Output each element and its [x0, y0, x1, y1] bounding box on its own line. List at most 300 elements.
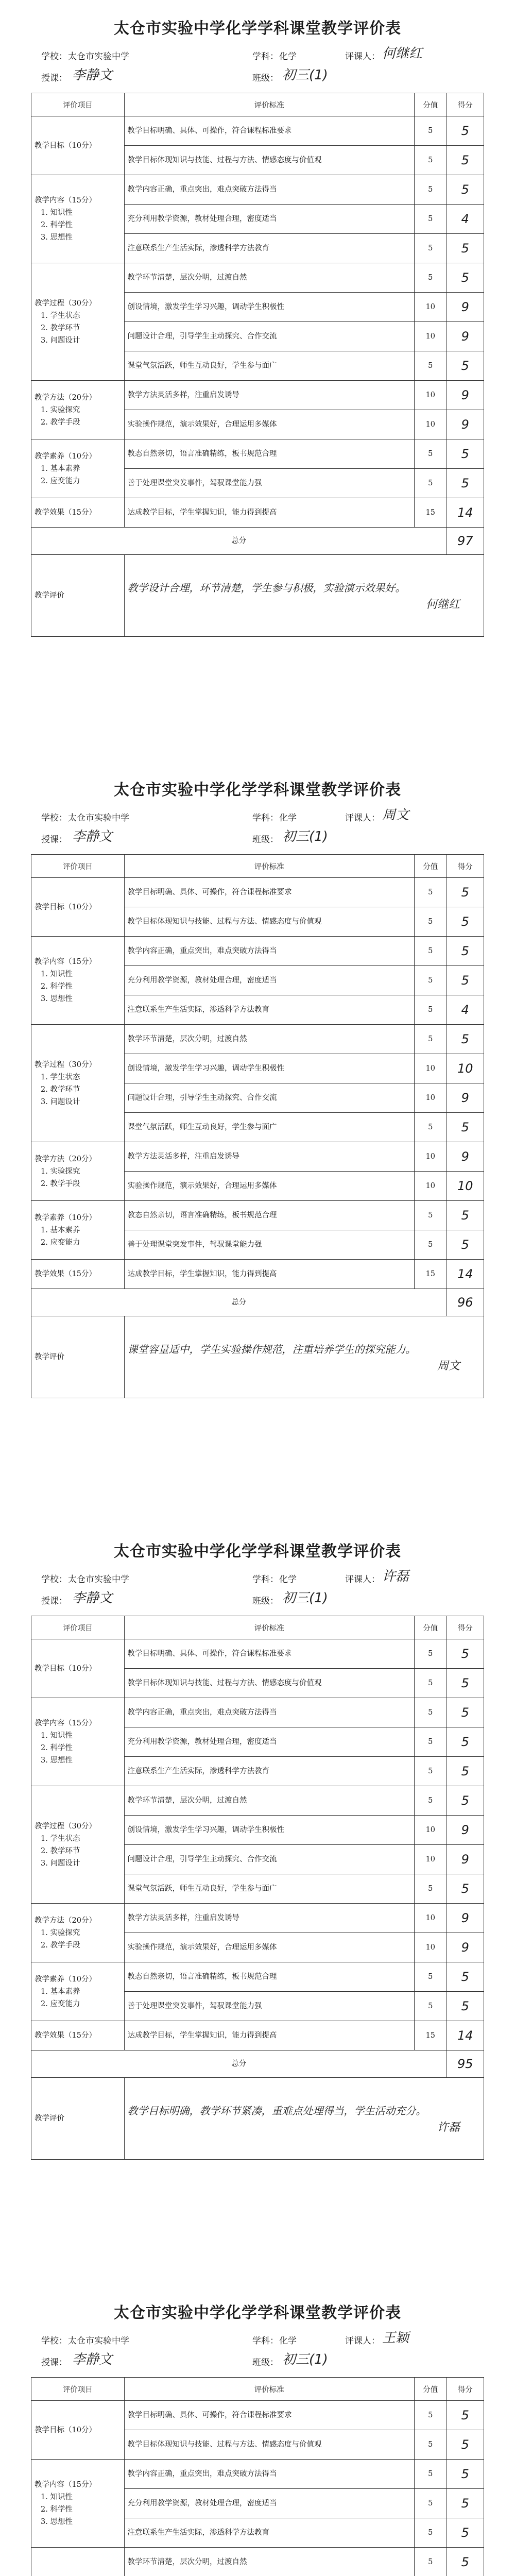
category-label: 教学方法（20分）	[35, 1155, 96, 1163]
criterion-score: 9	[447, 322, 484, 351]
criterion-full-score: 10	[415, 1933, 447, 1962]
criterion-standard: 注意联系生产生活实际，渗透科学方法教育	[124, 1757, 415, 1786]
category-sub-item: 2. 应变能力	[41, 1238, 80, 1247]
criterion-standard: 充分利用教学资源，教材处理合理，密度适当	[124, 2489, 415, 2518]
criterion-category	[31, 116, 125, 175]
class-label: 班级：	[252, 835, 279, 845]
category-label: 教学方法（20分）	[35, 1916, 96, 1925]
subject-value: 化学	[279, 813, 297, 823]
criterion-score: 4	[447, 205, 484, 234]
comment-cell	[124, 555, 484, 637]
table-row	[31, 1962, 484, 1992]
criterion-standard: 善于处理课堂突发事件，驾驭课堂能力强	[124, 1230, 415, 1260]
table-row	[31, 175, 484, 205]
criterion-full-score: 5	[415, 937, 447, 966]
criterion-score: 5	[447, 439, 484, 469]
category-label: 教学目标（10分）	[35, 1664, 96, 1673]
criterion-standard: 教学方法灵活多样，注重启发诱导	[124, 1142, 415, 1172]
criterion-score: 5	[447, 351, 484, 381]
criterion-category	[31, 878, 125, 937]
criterion-score: 5	[447, 2518, 484, 2548]
total-score: 97	[447, 528, 484, 555]
criterion-full-score: 5	[415, 205, 447, 234]
category-sub-item: 2. 科学性	[41, 2505, 73, 2514]
criterion-full-score: 15	[415, 2021, 447, 2050]
criterion-full-score: 5	[415, 1698, 447, 1727]
criterion-score: 5	[447, 146, 484, 175]
criterion-score: 5	[447, 1113, 484, 1142]
comment-text: 教学设计合理，环节清楚，学生参与积极，实验演示效果好。	[127, 581, 406, 594]
category-sub-item: 3. 问题设计	[41, 336, 80, 345]
criterion-score: 9	[447, 1083, 484, 1113]
criterion-score: 5	[447, 234, 484, 263]
school-label: 学校：	[41, 1574, 67, 1585]
class-label: 班级：	[252, 1596, 279, 1606]
comment-label: 教学评价	[31, 2078, 125, 2160]
total-row	[31, 528, 484, 555]
criterion-category	[31, 937, 125, 1025]
category-label: 教学素养（10分）	[35, 1975, 96, 1984]
criterion-standard: 教态自然亲切，语言准确精练，板书规范合理	[124, 1962, 415, 1992]
category-sub-item: 3. 思想性	[41, 233, 73, 242]
criterion-standard: 教学目标明确、具体、可操作，符合课程标准要求	[124, 1639, 415, 1669]
subject-label: 学科：	[252, 52, 279, 62]
category-label: 教学内容（15分）	[35, 196, 96, 205]
criterion-category	[31, 381, 125, 439]
criterion-full-score: 5	[415, 1113, 447, 1142]
criterion-standard: 教学环节清楚，层次分明，过渡自然	[124, 263, 415, 293]
criterion-category	[31, 1201, 125, 1260]
criterion-standard: 善于处理课堂突发事件，驾驭课堂能力强	[124, 469, 415, 498]
form-title: 太仓市实验中学化学学科课堂教学评价表	[114, 781, 401, 799]
criterion-full-score: 5	[415, 878, 447, 907]
criterion-standard: 充分利用教学资源，教材处理合理，密度适当	[124, 1727, 415, 1757]
category-sub-item: 2. 教学手段	[41, 418, 80, 427]
criterion-full-score: 5	[415, 907, 447, 937]
criterion-score: 5	[447, 2401, 484, 2430]
evaluator-signature: 王颖	[382, 2330, 409, 2346]
school-value: 太仓市实验中学	[68, 813, 129, 823]
category-label: 教学素养（10分）	[35, 452, 96, 461]
column-header: 评价项目	[31, 93, 125, 116]
criterion-full-score: 10	[415, 293, 447, 322]
column-header: 评价项目	[31, 2378, 125, 2401]
criterion-full-score: 5	[415, 146, 447, 175]
criterion-score: 9	[447, 1142, 484, 1172]
evaluation-sheet	[0, 0, 515, 761]
criterion-standard: 教态自然亲切，语言准确精练，板书规范合理	[124, 439, 415, 469]
comment-row	[31, 2078, 484, 2160]
criterion-full-score: 10	[415, 1142, 447, 1172]
category-sub-item: 3. 问题设计	[41, 1097, 80, 1106]
criterion-full-score: 5	[415, 2401, 447, 2430]
column-header: 评价标准	[124, 2378, 415, 2401]
criterion-score: 9	[447, 293, 484, 322]
column-header: 评价标准	[124, 93, 415, 116]
criterion-category	[31, 175, 125, 263]
criterion-score: 5	[447, 2460, 484, 2489]
comment-text: 课堂容量适中，学生实验操作规范，注重培养学生的探究能力。	[127, 1343, 416, 1355]
criterion-score: 9	[447, 1816, 484, 1845]
criterion-full-score: 5	[415, 2430, 447, 2460]
school-label: 学校：	[41, 813, 67, 823]
total-score: 96	[447, 1289, 484, 1316]
criterion-score: 5	[447, 1727, 484, 1757]
criterion-score: 5	[447, 116, 484, 146]
criterion-full-score: 5	[415, 966, 447, 995]
total-row	[31, 2050, 484, 2078]
school-label: 学校：	[41, 2336, 67, 2346]
criterion-score: 10	[447, 1054, 484, 1083]
criterion-score: 5	[447, 469, 484, 498]
category-sub-item: 2. 教学手段	[41, 1179, 80, 1188]
comment-label: 教学评价	[31, 555, 125, 637]
criterion-score: 9	[447, 1904, 484, 1933]
criterion-full-score: 5	[415, 439, 447, 469]
column-header: 分值	[415, 855, 447, 878]
subject-value: 化学	[279, 52, 297, 62]
teacher-value: 李静文	[72, 1590, 113, 1606]
criterion-standard: 注意联系生产生活实际，渗透科学方法教育	[124, 234, 415, 263]
total-label: 总分	[31, 2050, 447, 2078]
class-value: 初三(1)	[282, 67, 328, 83]
criterion-standard: 教学内容正确，重点突出，难点突破方法得当	[124, 175, 415, 205]
teacher-value: 李静文	[72, 2352, 113, 2367]
comment-signature: 许磊	[437, 2121, 460, 2134]
criterion-standard: 教学目标明确、具体、可操作，符合课程标准要求	[124, 2401, 415, 2430]
category-sub-item: 1. 学生状态	[41, 311, 80, 320]
comment-label: 教学评价	[31, 1316, 125, 1398]
criterion-standard: 教学环节清楚，层次分明，过渡自然	[124, 1786, 415, 1816]
criterion-score: 5	[447, 1230, 484, 1260]
criterion-score: 5	[447, 1639, 484, 1669]
column-header: 得分	[447, 1616, 484, 1639]
criterion-score: 4	[447, 995, 484, 1025]
evaluation-sheet	[0, 761, 515, 1523]
criterion-standard: 充分利用教学资源，教材处理合理，密度适当	[124, 966, 415, 995]
criterion-full-score: 10	[415, 1845, 447, 1874]
category-label: 教学内容（15分）	[35, 2481, 96, 2489]
criterion-standard: 教学方法灵活多样，注重启发诱导	[124, 1904, 415, 1933]
criterion-full-score: 5	[415, 1786, 447, 1816]
criterion-score: 9	[447, 1845, 484, 1874]
criterion-full-score: 5	[415, 1874, 447, 1904]
comment-row	[31, 1316, 484, 1398]
category-sub-item: 2. 教学环节	[41, 324, 80, 332]
form-title: 太仓市实验中学化学学科课堂教学评价表	[114, 20, 401, 38]
criterion-score: 9	[447, 381, 484, 410]
table-row	[31, 381, 484, 410]
category-sub-item: 2. 教学手段	[41, 1941, 80, 1950]
comment-cell	[124, 2078, 484, 2160]
category-sub-item: 2. 应变能力	[41, 477, 80, 485]
criterion-category	[31, 1786, 125, 1904]
criterion-score: 5	[447, 175, 484, 205]
category-sub-item: 1. 基本素养	[41, 1987, 80, 1996]
category-sub-item: 1. 实验探究	[41, 1928, 80, 1937]
teacher-label: 授课：	[41, 2358, 67, 2368]
subject-label: 学科：	[252, 813, 279, 823]
table-header-row	[31, 1616, 484, 1639]
criterion-standard: 教学环节清楚，层次分明，过渡自然	[124, 1025, 415, 1054]
criterion-full-score: 5	[415, 351, 447, 381]
table-row	[31, 1639, 484, 1669]
criterion-standard: 问题设计合理，引导学生主动探究、合作交流	[124, 1845, 415, 1874]
category-sub-item: 1. 实验探究	[41, 405, 80, 414]
criterion-score: 5	[447, 966, 484, 995]
table-row	[31, 1260, 484, 1289]
criterion-standard: 教学方法灵活多样，注重启发诱导	[124, 381, 415, 410]
criterion-full-score: 5	[415, 2518, 447, 2548]
column-header: 评价标准	[124, 855, 415, 878]
form-meta	[36, 46, 500, 90]
category-sub-item: 1. 基本素养	[41, 1226, 80, 1234]
table-row	[31, 263, 484, 293]
table-row	[31, 1786, 484, 1816]
subject-label: 学科：	[252, 2336, 279, 2346]
class-label: 班级：	[252, 73, 279, 83]
school-value: 太仓市实验中学	[68, 2336, 129, 2346]
criterion-full-score: 5	[415, 469, 447, 498]
criterion-score: 5	[447, 878, 484, 907]
criterion-standard: 注意联系生产生活实际，渗透科学方法教育	[124, 2518, 415, 2548]
criterion-category	[31, 263, 125, 381]
criterion-score: 14	[447, 2021, 484, 2050]
category-sub-item: 2. 教学环节	[41, 1846, 80, 1855]
category-label: 教学方法（20分）	[35, 393, 96, 402]
column-header: 得分	[447, 855, 484, 878]
criterion-standard: 问题设计合理，引导学生主动探究、合作交流	[124, 1083, 415, 1113]
category-label: 教学过程（30分）	[35, 1822, 96, 1831]
total-row	[31, 1289, 484, 1316]
criterion-standard: 创设情境，激发学生学习兴趣，调动学生积极性	[124, 1054, 415, 1083]
category-label: 教学内容（15分）	[35, 958, 96, 966]
evaluation-table	[31, 2377, 484, 2576]
criterion-score: 5	[447, 907, 484, 937]
criterion-category	[31, 1698, 125, 1786]
column-header: 评价标准	[124, 1616, 415, 1639]
criterion-standard: 课堂气氛活跃，师生互动良好，学生参与面广	[124, 1113, 415, 1142]
form-meta	[36, 2330, 500, 2375]
criterion-standard: 教学目标体现知识与技能、过程与方法、情感态度与价值观	[124, 146, 415, 175]
criterion-full-score: 15	[415, 1260, 447, 1289]
category-label: 教学内容（15分）	[35, 1719, 96, 1727]
criterion-category	[31, 1142, 125, 1201]
category-sub-item: 2. 科学性	[41, 982, 73, 991]
column-header: 分值	[415, 1616, 447, 1639]
criterion-score: 5	[447, 2548, 484, 2576]
criterion-full-score: 5	[415, 2460, 447, 2489]
criterion-full-score: 10	[415, 1054, 447, 1083]
criterion-score: 5	[447, 2489, 484, 2518]
criterion-full-score: 10	[415, 381, 447, 410]
criterion-full-score: 5	[415, 1669, 447, 1698]
evaluator-label: 评课人：	[345, 52, 380, 62]
category-label: 教学过程（30分）	[35, 1060, 96, 1069]
total-label: 总分	[31, 1289, 447, 1316]
category-sub-item: 2. 科学性	[41, 221, 73, 229]
criterion-category	[31, 1962, 125, 2021]
criterion-standard: 善于处理课堂突发事件，驾驭课堂能力强	[124, 1992, 415, 2021]
criterion-full-score: 5	[415, 995, 447, 1025]
table-row	[31, 937, 484, 966]
column-header: 评价项目	[31, 1616, 125, 1639]
form-title: 太仓市实验中学化学学科课堂教学评价表	[114, 2304, 401, 2322]
column-header: 分值	[415, 93, 447, 116]
category-sub-item: 3. 问题设计	[41, 1859, 80, 1868]
table-row	[31, 1904, 484, 1933]
category-label: 教学目标（10分）	[35, 903, 96, 911]
evaluation-sheet	[0, 2284, 515, 2576]
evaluator-label: 评课人：	[345, 813, 380, 823]
category-sub-item: 2. 教学环节	[41, 1085, 80, 1094]
category-sub-item: 1. 基本素养	[41, 464, 80, 473]
category-sub-item: 1. 知识性	[41, 2493, 73, 2501]
criterion-score: 5	[447, 263, 484, 293]
table-row	[31, 2401, 484, 2430]
table-row	[31, 1201, 484, 1230]
criterion-score: 10	[447, 1172, 484, 1201]
criterion-full-score: 5	[415, 263, 447, 293]
criterion-standard: 实验操作规范，演示效果好，合理运用多媒体	[124, 1933, 415, 1962]
category-label: 教学素养（10分）	[35, 1213, 96, 1222]
criterion-standard: 教态自然亲切，语言准确精练，板书规范合理	[124, 1201, 415, 1230]
comment-signature: 周文	[437, 1359, 460, 1372]
category-sub-item: 1. 实验探究	[41, 1167, 80, 1176]
criterion-standard: 教学目标体现知识与技能、过程与方法、情感态度与价值观	[124, 2430, 415, 2460]
table-row	[31, 439, 484, 469]
teacher-label: 授课：	[41, 73, 67, 83]
criterion-score: 14	[447, 498, 484, 528]
column-header: 分值	[415, 2378, 447, 2401]
evaluator-signature: 何继红	[382, 46, 423, 61]
table-row	[31, 878, 484, 907]
criterion-full-score: 5	[415, 1639, 447, 1669]
criterion-full-score: 5	[415, 234, 447, 263]
criterion-full-score: 10	[415, 410, 447, 439]
criterion-standard: 教学目标体现知识与技能、过程与方法、情感态度与价值观	[124, 907, 415, 937]
criterion-full-score: 5	[415, 1727, 447, 1757]
evaluator-label: 评课人：	[345, 2336, 380, 2346]
teacher-value: 李静文	[72, 67, 113, 83]
class-value: 初三(1)	[282, 1590, 328, 1606]
category-sub-item: 3. 思想性	[41, 995, 73, 1003]
criterion-category	[31, 1639, 125, 1698]
category-sub-item: 3. 思想性	[41, 2518, 73, 2526]
criterion-full-score: 5	[415, 1230, 447, 1260]
evaluator-signature: 许磊	[382, 1569, 409, 1584]
criterion-full-score: 5	[415, 175, 447, 205]
criterion-score: 5	[447, 937, 484, 966]
table-row	[31, 1698, 484, 1727]
evaluation-table	[31, 854, 484, 1398]
category-sub-item: 1. 知识性	[41, 1732, 73, 1740]
criterion-standard: 达成教学目标，学生掌握知识，能力得到提高	[124, 1260, 415, 1289]
form-meta	[36, 807, 500, 852]
category-label: 教学目标（10分）	[35, 141, 96, 150]
criterion-category	[31, 1260, 125, 1289]
category-sub-item: 1. 知识性	[41, 209, 73, 217]
table-header-row	[31, 2378, 484, 2401]
criterion-category	[31, 2460, 125, 2548]
criterion-full-score: 5	[415, 1757, 447, 1786]
column-header: 得分	[447, 93, 484, 116]
category-sub-item: 2. 应变能力	[41, 1999, 80, 2008]
table-row	[31, 2021, 484, 2050]
criterion-score: 5	[447, 1757, 484, 1786]
category-sub-item: 1. 学生状态	[41, 1834, 80, 1843]
criterion-category	[31, 2548, 125, 2576]
category-sub-item: 1. 学生状态	[41, 1073, 80, 1081]
criterion-full-score: 5	[415, 2489, 447, 2518]
class-value: 初三(1)	[282, 2352, 328, 2367]
subject-value: 化学	[279, 1574, 297, 1585]
criterion-score: 5	[447, 1874, 484, 1904]
comment-signature: 何继红	[425, 598, 460, 611]
school-label: 学校：	[41, 52, 67, 62]
comment-text: 教学目标明确，教学环节紧凑，重难点处理得当，学生活动充分。	[127, 2104, 426, 2117]
class-label: 班级：	[252, 2358, 279, 2368]
teacher-label: 授课：	[41, 835, 67, 845]
criterion-standard: 教学目标体现知识与技能、过程与方法、情感态度与价值观	[124, 1669, 415, 1698]
criterion-standard: 实验操作规范，演示效果好，合理运用多媒体	[124, 1172, 415, 1201]
column-header: 得分	[447, 2378, 484, 2401]
criterion-score: 5	[447, 1992, 484, 2021]
criterion-full-score: 10	[415, 322, 447, 351]
evaluator-label: 评课人：	[345, 1574, 380, 1585]
category-label: 教学效果（15分）	[35, 509, 96, 517]
table-header-row	[31, 93, 484, 116]
criterion-score: 9	[447, 1933, 484, 1962]
school-value: 太仓市实验中学	[68, 1574, 129, 1585]
criterion-category	[31, 439, 125, 498]
criterion-score: 5	[447, 1962, 484, 1992]
criterion-standard: 课堂气氛活跃，师生互动良好，学生参与面广	[124, 1874, 415, 1904]
evaluation-sheet	[0, 1523, 515, 2284]
table-row	[31, 116, 484, 146]
comment-row	[31, 555, 484, 637]
evaluator-signature: 周文	[382, 807, 409, 823]
category-label: 教学目标（10分）	[35, 2426, 96, 2434]
criterion-score: 5	[447, 1669, 484, 1698]
criterion-category	[31, 1904, 125, 1962]
criterion-score: 14	[447, 1260, 484, 1289]
criterion-standard: 课堂气氛活跃，师生互动良好，学生参与面广	[124, 351, 415, 381]
criterion-full-score: 5	[415, 2548, 447, 2576]
table-row	[31, 1142, 484, 1172]
form-meta	[36, 1569, 500, 1613]
category-sub-item: 2. 科学性	[41, 1744, 73, 1752]
criterion-standard: 达成教学目标，学生掌握知识，能力得到提高	[124, 2021, 415, 2050]
criterion-score: 5	[447, 2430, 484, 2460]
criterion-standard: 教学环节清楚，层次分明，过渡自然	[124, 2548, 415, 2576]
criterion-standard: 达成教学目标，学生掌握知识，能力得到提高	[124, 498, 415, 528]
criterion-standard: 教学内容正确，重点突出，难点突破方法得当	[124, 1698, 415, 1727]
criterion-standard: 注意联系生产生活实际，渗透科学方法教育	[124, 995, 415, 1025]
criterion-standard: 教学内容正确，重点突出，难点突破方法得当	[124, 937, 415, 966]
criterion-standard: 教学目标明确、具体、可操作，符合课程标准要求	[124, 116, 415, 146]
criterion-standard: 教学内容正确，重点突出，难点突破方法得当	[124, 2460, 415, 2489]
subject-value: 化学	[279, 2336, 297, 2346]
category-sub-item: 1. 知识性	[41, 970, 73, 978]
criterion-full-score: 10	[415, 1816, 447, 1845]
criterion-full-score: 15	[415, 498, 447, 528]
comment-cell	[124, 1316, 484, 1398]
total-label: 总分	[31, 528, 447, 555]
evaluation-table	[31, 1616, 484, 2160]
criterion-standard: 创设情境，激发学生学习兴趣，调动学生积极性	[124, 293, 415, 322]
class-value: 初三(1)	[282, 829, 328, 844]
